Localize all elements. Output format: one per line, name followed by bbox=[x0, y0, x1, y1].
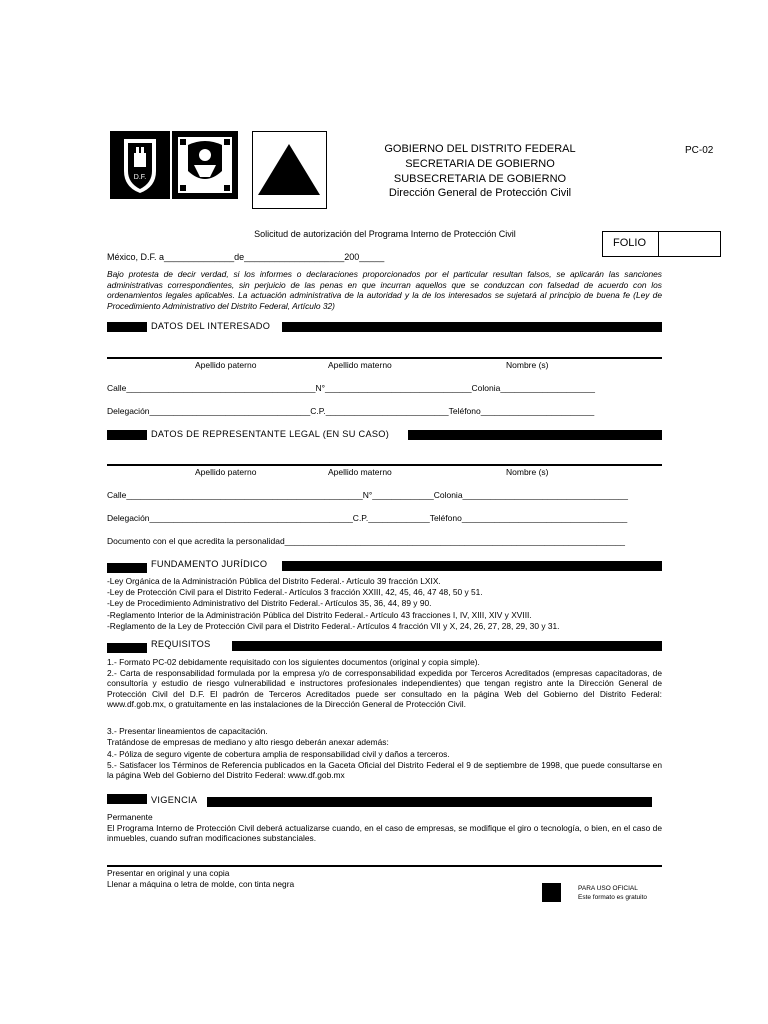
section-bar-right bbox=[282, 561, 662, 571]
section-title-interesado: DATOS DEL INTERESADO bbox=[151, 321, 271, 331]
svg-text:D.F.: D.F. bbox=[133, 174, 147, 181]
name-line[interactable] bbox=[107, 357, 662, 359]
col-apellido-paterno: Apellido paterno bbox=[195, 360, 257, 370]
official-use-label: PARA USO OFICIAL bbox=[578, 885, 638, 892]
section-bar-left bbox=[107, 563, 147, 573]
col-nombre: Nombre (s) bbox=[506, 360, 549, 370]
document-line[interactable]: Documento con el que acredita la personalidad________________________________________________________________________ bbox=[107, 536, 626, 546]
form-title: Solicitud de autorización del Programa Interno de Protección Civil bbox=[254, 229, 516, 239]
requisito-5: 5.- Satisfacer los Términos de Referencia publicados en la Gaceta Oficial del Distrito Federal el 9 de septiembre de 1998, que puede consultarse en la página Web del Gobierno del Distrito Federal: www.df.gob.mx bbox=[107, 760, 662, 781]
address-line[interactable]: Calle________________________________________N°_______________________________Colonia____________________ bbox=[107, 383, 595, 393]
fundamento-item: -Reglamento de la Ley de Protección Civil para el Distrito Federal.- Artículos 4 fracción VII y X, 24, 26, 27, 28, 29, 30 y 31. bbox=[107, 621, 560, 631]
col-apellido-materno: Apellido materno bbox=[328, 467, 392, 477]
section-title-fundamento: FUNDAMENTO JURÍDICO bbox=[151, 559, 268, 569]
vigencia-permanente: Permanente bbox=[107, 812, 153, 822]
section-bar-right bbox=[408, 430, 662, 440]
declaration-text: Bajo protesta de decir verdad, si los informes o declaraciones proporcionados por el particular resultan falsos, se aplicarán las sanciones administrativas correspondientes, sin perjuicio de las penas en que incurran aquellos que se conduzcan con falsedad de acuerdo con los ordenamientos legales aplicables. La actuación administrativa de la autoridad y la de los interesados se sujetará al principio de buena fe (Ley de Procedimiento Administrativo del Distrito Federal, Artículo 32) bbox=[107, 269, 662, 311]
section-bar-left bbox=[107, 322, 147, 332]
section-bar-left bbox=[107, 643, 147, 653]
fundamento-item: -Ley de Procedimiento Administrativo del Distrito Federal.- Artículos 35, 36, 44, 89 y 90. bbox=[107, 598, 432, 608]
requisito-3b: Tratándose de empresas de mediano y alto riesgo deberán anexar además: bbox=[107, 737, 389, 747]
gdf-logo bbox=[110, 131, 238, 201]
header-line-3: SUBSECRETARIA DE GOBIERNO bbox=[393, 173, 567, 185]
section-title-representante: DATOS DE REPRESENTANTE LEGAL (EN SU CASO) bbox=[151, 429, 390, 439]
header-line-4: Dirección General de Protección Civil bbox=[388, 187, 572, 199]
delegation-line[interactable]: Delegación___________________________________________C.P._____________Teléfono___________________________________ bbox=[107, 513, 628, 523]
date-line[interactable]: México, D.F. a______________de____________________200_____ bbox=[107, 252, 385, 262]
section-title-vigencia: VIGENCIA bbox=[151, 795, 198, 805]
section-title-requisitos: REQUISITOS bbox=[151, 639, 211, 649]
vigencia-text: El Programa Interno de Protección Civil deberá actualizarse cuando, en el caso de empresas, se modifique el giro o tecnología, o bien, en el caso de inmuebles, cuando sufran modificaciones substanciales. bbox=[107, 823, 662, 844]
form-code: PC-02 bbox=[685, 145, 714, 156]
name-line[interactable] bbox=[107, 464, 662, 466]
header-line-2: SECRETARIA DE GOBIERNO bbox=[405, 158, 555, 170]
col-nombre: Nombre (s) bbox=[506, 467, 549, 477]
official-use-box bbox=[542, 883, 561, 902]
requisito-1: 1.- Formato PC-02 debidamente requisitado con los siguientes documentos (original y copia simple). bbox=[107, 657, 480, 667]
section-bar-right bbox=[282, 322, 662, 332]
col-apellido-paterno: Apellido paterno bbox=[195, 467, 257, 477]
fundamento-item: -Ley de Protección Civil para el Distrito Federal.- Artículos 3 fracción XXIII, 42, 45, 46, 47 48, 50 y 51. bbox=[107, 587, 483, 597]
delegation-line[interactable]: Delegación__________________________________C.P.__________________________Teléfono________________________ bbox=[107, 406, 595, 416]
section-bar-left bbox=[107, 794, 147, 804]
requisito-3: 3.- Presentar lineamientos de capacitación. bbox=[107, 726, 268, 736]
requisito-4: 4.- Póliza de seguro vigente de cobertura amplia de responsabilidad civil y daños a terceros. bbox=[107, 749, 450, 759]
requisito-2: 2.- Carta de responsabilidad formulada por la empresa y/o de corresponsabilidad expedida por Terceros Acreditados (empresas capacitadoras, de consultoría y estudio de riesgo vulnerabilidad e instructores profesionales independientes) que tengan registro ante la Dirección General de Protección Civil del D.F. El padrón de Terceros Acreditados puede ser consultado en la página Web del Gobierno del Distrito Federal: www.df.gob.mx, o gratuitamente en las instalaciones de la Dirección General de Protección Civil. bbox=[107, 668, 662, 710]
folio-label: FOLIO bbox=[613, 237, 647, 249]
section-bar-left bbox=[107, 430, 147, 440]
header-line-1: GOBIERNO DEL DISTRITO FEDERAL bbox=[384, 143, 576, 155]
section-bar-right bbox=[207, 797, 652, 807]
civil-protection-triangle-icon bbox=[252, 131, 327, 209]
footer-line-1: Presentar en original y una copia bbox=[107, 868, 230, 878]
col-apellido-materno: Apellido materno bbox=[328, 360, 392, 370]
section-bar-right bbox=[232, 641, 662, 651]
fundamento-item: -Ley Orgánica de la Administración Pública del Distrito Federal.- Artículo 39 fracción LXIX. bbox=[107, 576, 441, 586]
free-form-note: Este formato es gratuito bbox=[578, 894, 648, 901]
address-line[interactable]: Calle__________________________________________________N°_____________Colonia___________________________________ bbox=[107, 490, 629, 500]
footer-line-2: Llenar a máquina o letra de molde, con tinta negra bbox=[107, 879, 295, 889]
fundamento-item: -Reglamento Interior de la Administración Pública del Distrito Federal.- Artículo 43 fracciones I, IV, XIII, XIV y XVIII. bbox=[107, 610, 532, 620]
footer-divider bbox=[107, 865, 662, 867]
